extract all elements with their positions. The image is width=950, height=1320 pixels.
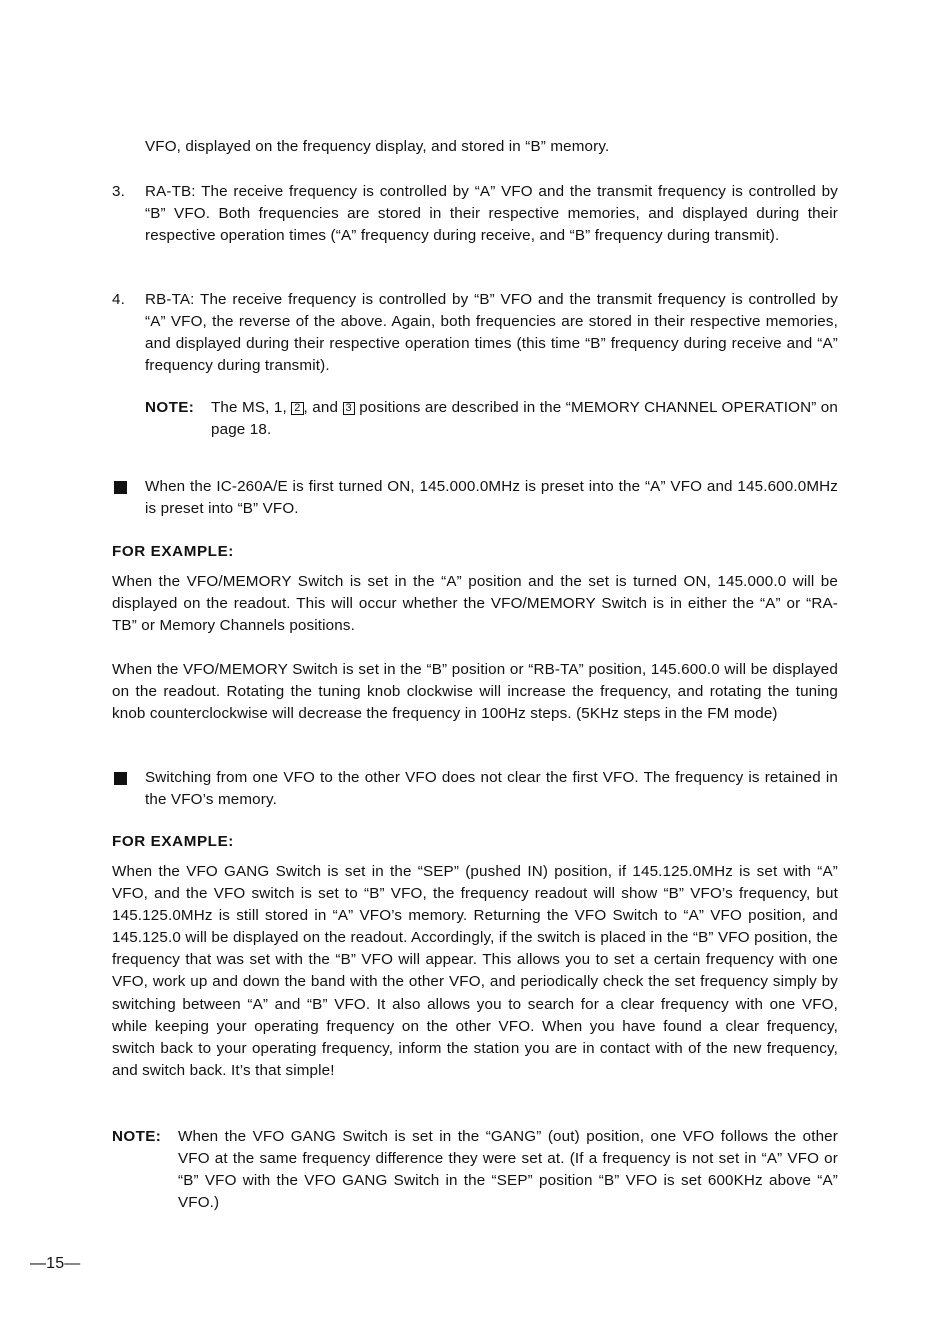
item-4-number: 4. (112, 291, 125, 308)
bullet-square-icon (114, 772, 127, 785)
example-1-para-1: When the VFO/MEMORY Switch is set in the “A” position and the set is turned ON, 145.000.0 will be displayed on the readout. This will occur whether the VFO/MEMORY Switch is in either the “A” or “RA-TB” or Memory Channels positions. (112, 573, 838, 634)
note-1-text-a: The MS, 1, (211, 399, 287, 416)
box-3-symbol: 3 (343, 402, 355, 415)
example-2-heading: FOR EXAMPLE: (112, 833, 234, 850)
continuation-line: VFO, displayed on the frequency display, and stored in “B” memory. (145, 138, 610, 155)
bullet-2-text: Switching from one VFO to the other VFO does not clear the first VFO. The frequency is retained in the VFO’s memory. (145, 769, 838, 808)
note-1-label: NOTE: (145, 399, 195, 416)
note-2-text: When the VFO GANG Switch is set in the “GANG” (out) position, one VFO follows the other VFO at the same frequency difference they were set at. (If a frequency is not set in “A” VFO or “B” VFO with the VFO GANG Switch in the “SEP” position “B” VFO is set 600KHz above “A” VFO.) (178, 1128, 838, 1211)
item-4-text: RB-TA: The receive frequency is controlled by “B” VFO and the transmit frequency is controlled by “A” VFO, the reverse of the above. Again, both frequencies are stored in their respective memories, and displayed during their respective operation times (this time “B” frequency during receive and “A” frequency during transmit). (145, 291, 838, 374)
item-3-text: RA-TB: The receive frequency is controlled by “A” VFO and the transmit frequency is controlled by “B” VFO. Both frequencies are stored in their respective memories, and displayed during their respective operation times (“A” frequency during receive, and “B” frequency during transmit). (145, 183, 838, 244)
example-1-para-2: When the VFO/MEMORY Switch is set in the “B” position or “RB-TA” position, 145.600.0 will be displayed on the readout. Rotating the tuning knob clockwise will increase the frequency, and rotating the tuning knob counterclockwise will decrease the frequency in 100Hz steps. (5KHz steps in the FM mode) (112, 661, 838, 722)
page-number: —15— (30, 1255, 81, 1272)
bullet-1-text: When the IC-260A/E is first turned ON, 145.000.0MHz is preset into the “A” VFO and 145.600.0MHz is preset into “B” VFO. (145, 478, 838, 517)
box-2-symbol: 2 (291, 402, 303, 415)
note-1-body (211, 397, 838, 441)
note-1-text-b: , and (303, 399, 339, 416)
note-2-label: NOTE: (112, 1128, 162, 1145)
note-1-text-c: positions are described in the “MEMORY CHANNEL OPERATION” on page 18. (211, 399, 839, 438)
example-2-para: When the VFO GANG Switch is set in the “SEP” (pushed IN) position, if 145.125.0MHz is set with “A” VFO, and the VFO switch is set to “B” VFO, the frequency readout will show “B” VFO’s frequency, but 145.125.0MHz is still stored in “A” VFO’s memory. Returning the VFO Switch to “A” VFO position, and 145.125.0 will be displayed on the readout. Accordingly, if the switch is placed in the “B” VFO position, the frequency that was set with the “B” VFO will appear. This allows you to set a certain frequency with one VFO, work up and down the band with the other VFO, and periodically check the set frequency simply by switching between “A” and “B” VFO. It also allows you to search for a clear frequency with one VFO, while keeping your operating frequency on the other VFO. When you have found a clear frequency, switch back to your operating frequency, inform the station you are in contact with of the new frequency, and switch back. It’s that simple! (112, 863, 838, 1079)
example-1-heading: FOR EXAMPLE: (112, 543, 234, 560)
bullet-square-icon (114, 481, 127, 494)
item-3-number: 3. (112, 183, 125, 200)
